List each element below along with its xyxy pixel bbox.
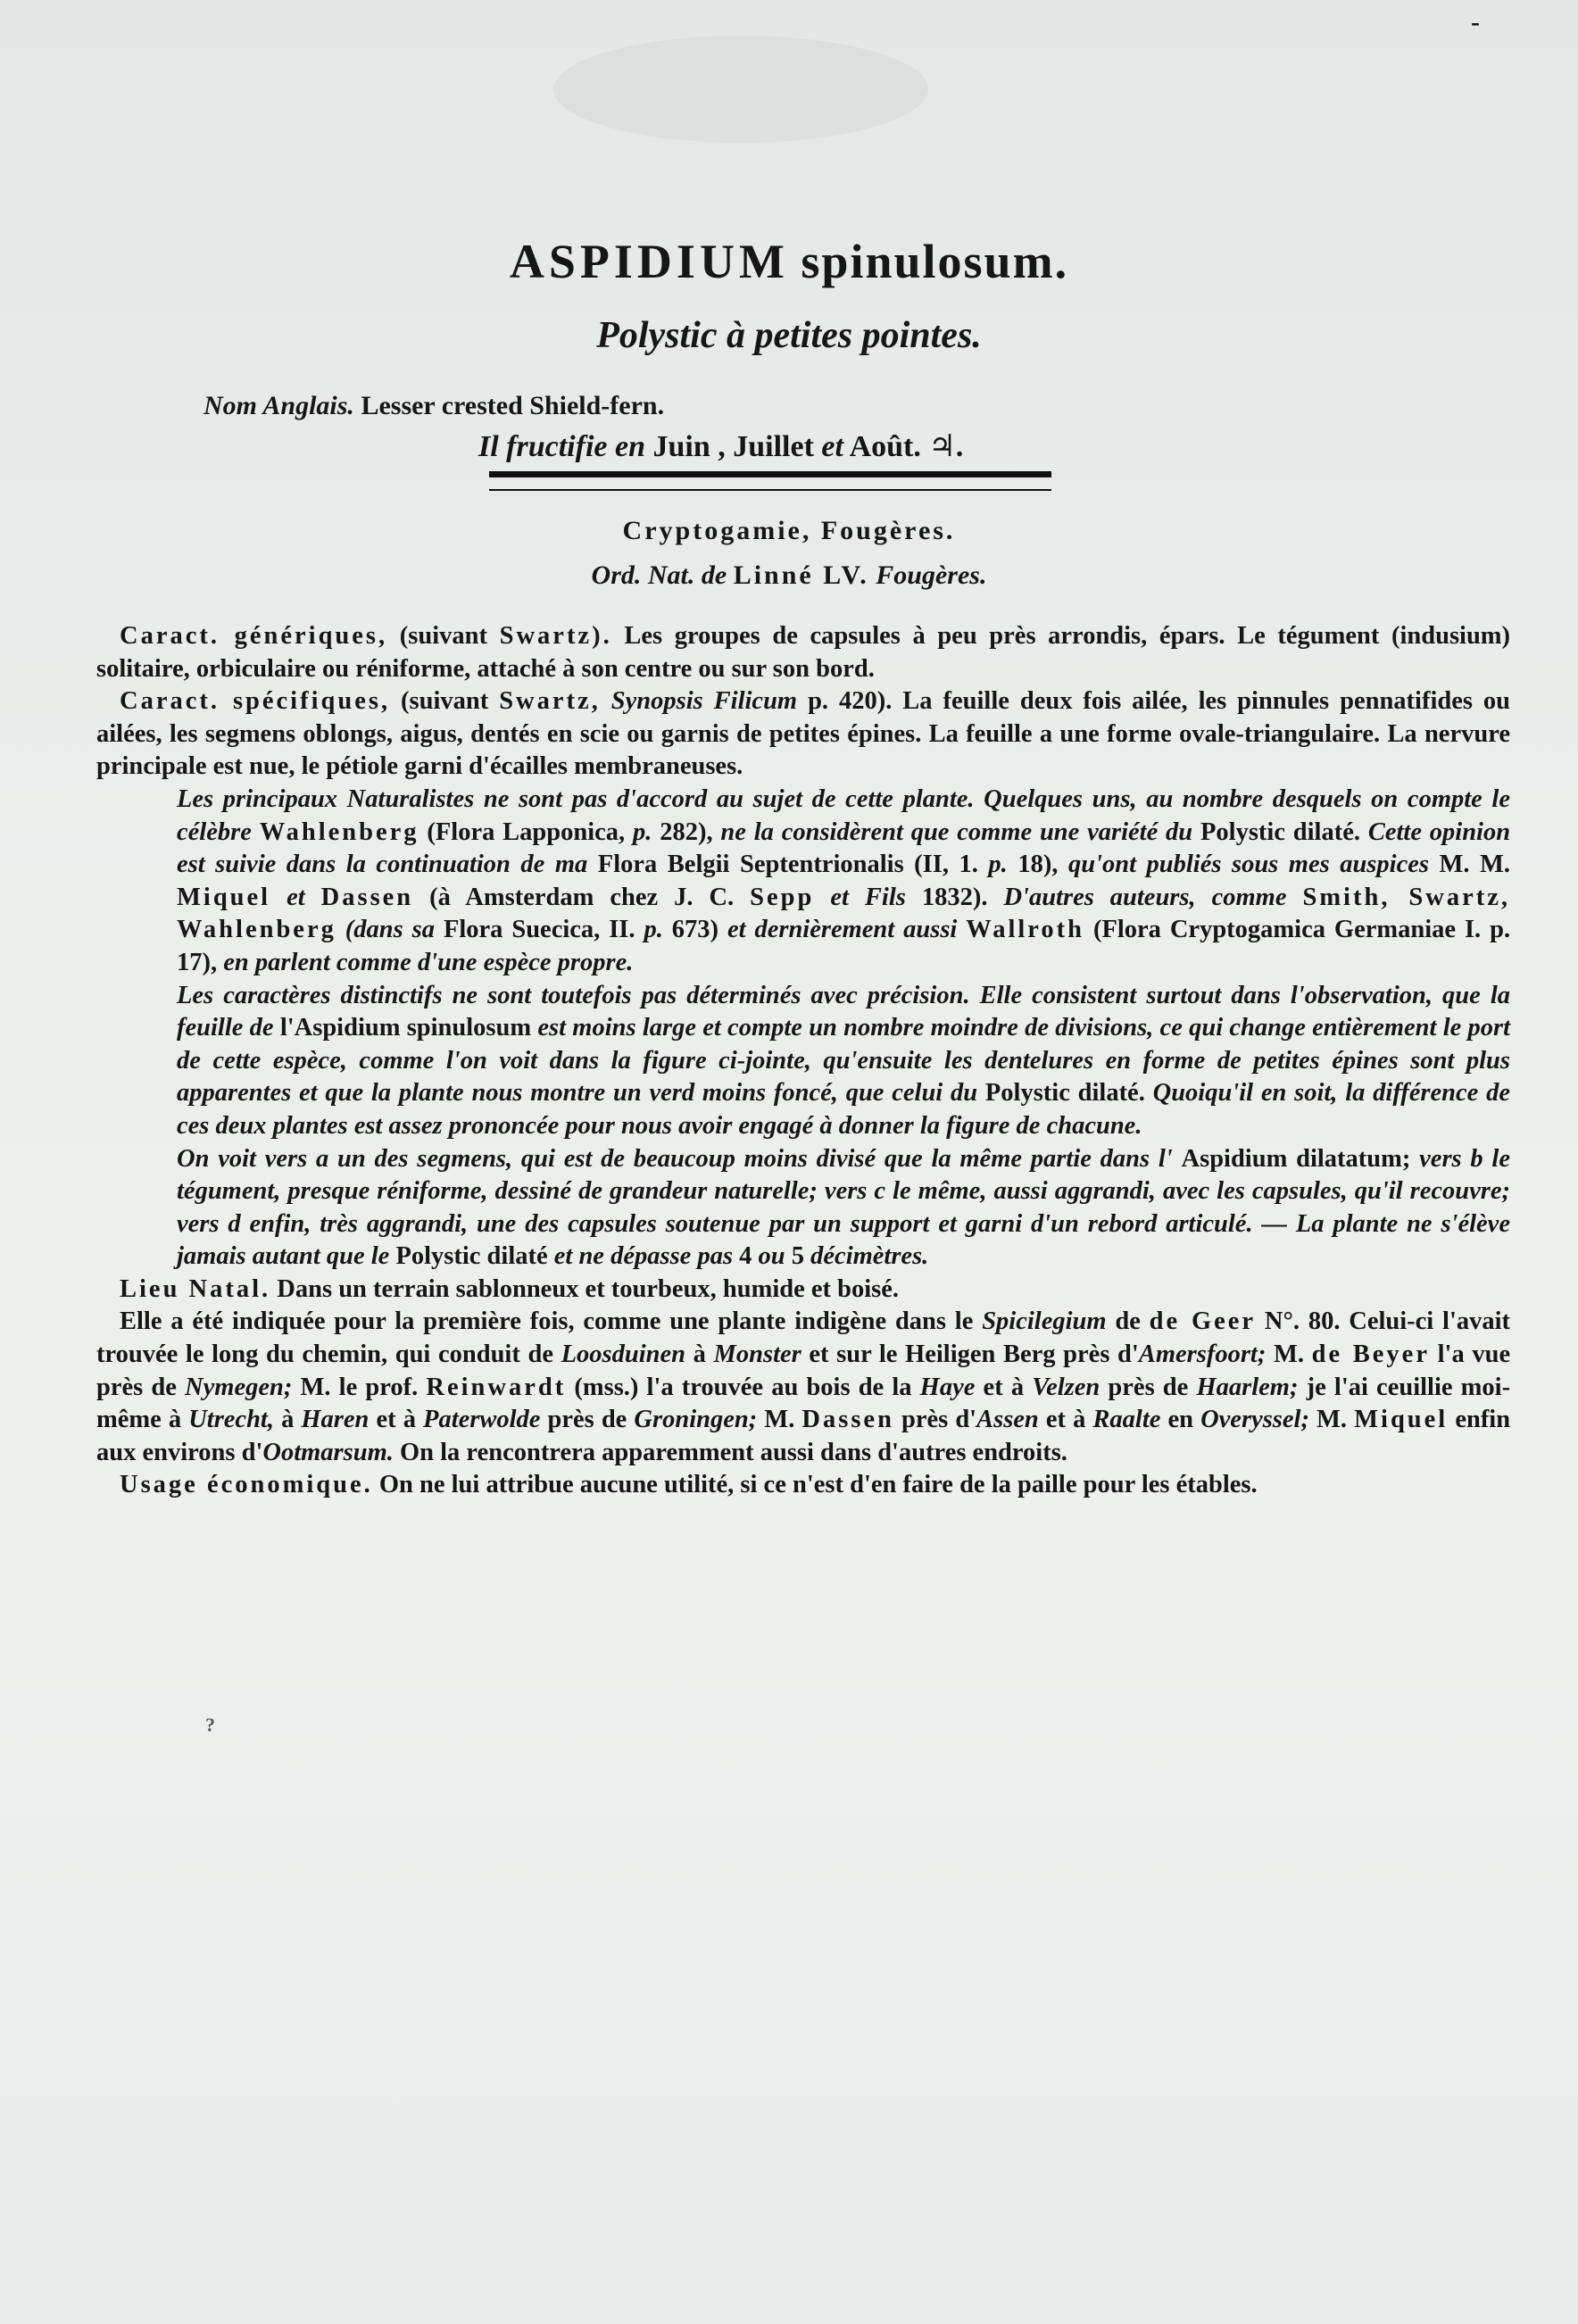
paper-stain (553, 36, 928, 143)
dist-e: et sur le Heiligen Berg près d' (809, 1340, 1139, 1369)
habitat-label: Lieu Natal. (120, 1274, 271, 1303)
naturalists-note-paragraph (96, 784, 1510, 980)
note1-miquel: Miquel (177, 883, 271, 911)
title-species: spinulosum. (801, 235, 1069, 288)
dist-t: M. (1316, 1406, 1348, 1434)
dist-haarlem: Haarlem; (1196, 1373, 1299, 1401)
dist-r: et à (1045, 1406, 1086, 1434)
dist-degeer: de Geer (1149, 1307, 1257, 1336)
note1-s: (dans sa (345, 916, 435, 944)
class-heading: Cryptogamie, Fougères. (622, 516, 956, 545)
header-rule-thick (489, 471, 1051, 477)
note2-e: Quoiqu'il en soit, la différence de ces deux plantes est assez prononcée pour nous avoir engagé à donner la figure de chacune. (177, 1079, 1511, 1140)
dist-paterwolde: Paterwolde (423, 1406, 541, 1434)
note2-a: Les caractères distinctifs ne sont toutefois pas déterminés avec précision. Elle consistent surtout dans l'observation, que la feuille de (177, 981, 1510, 1042)
specific-synopsis: Synopsis Filicum (610, 687, 798, 716)
note1-u: p. (644, 916, 663, 944)
document-body (96, 620, 1510, 1502)
specific-label: Caract. spécifiques, (120, 687, 391, 716)
dist-u: enfin aux environs d' (96, 1406, 1511, 1466)
english-name-label: Nom Anglais. (203, 391, 354, 420)
dist-monster: Monster (713, 1340, 801, 1369)
note3-g: ou (758, 1242, 785, 1271)
fructification-line (478, 428, 963, 464)
usage-text: On ne lui attribue aucune utilité, si ce n'est d'en faire de la paille pour les étables. (378, 1471, 1258, 1499)
note2-c: est moins large et compte un nombre moindre de divisions, ce qui change entièrement le port de cette espèce, comme l'on voit dans la figure ci-jointe, qu'ensuite les dentelures en forme de petites épines sont plus apparentes et que la plante nous montre un verd moins foncé, que celui du (177, 1014, 1511, 1108)
dist-q: près d' (901, 1406, 977, 1434)
dist-amersfoort: Amersfoort; (1138, 1340, 1267, 1369)
note3-b: Aspidium dilatatum; (1181, 1144, 1411, 1173)
note1-sepp: Sepp (750, 883, 815, 911)
note1-x: (Flora Cryptogamica Germaniae I. p. 17), (177, 916, 1511, 976)
dist-assen: Assen (976, 1406, 1039, 1434)
dist-i: (mss.) l'a trouvée au bois de la (574, 1373, 912, 1401)
dist-dassen: Dassen (801, 1406, 894, 1434)
note1-q: 1832). (921, 883, 988, 911)
note3-h: 5 (791, 1242, 805, 1271)
note1-n: (à Amsterdam chez (429, 883, 659, 911)
note1-a: Les principaux Naturalistes ne sont pas d'accord au sujet de cette plante. Quelques uns, au nombre desquels on compte le célèbre (177, 784, 1510, 846)
dist-loosduinen: Loosduinen (561, 1340, 685, 1369)
habitat-text: Dans un terrain sablonneux et tourbeux, humide et boisé. (277, 1274, 900, 1303)
usage-paragraph (96, 1469, 1510, 1502)
generic-label: Caract. génériques, (120, 622, 388, 650)
order-suffix: Fougères. (876, 560, 987, 590)
french-common-name: Polystic à petites pointes. (596, 315, 982, 356)
dist-reinwardt: Reinwardt (426, 1373, 567, 1401)
dist-h: M. le prof. (300, 1373, 419, 1401)
dist-l: je l'ai ceuillie moi-même à (96, 1373, 1511, 1434)
distribution-paragraph (96, 1306, 1510, 1469)
note1-h: Flora Belgii Septentrionalis (II, 1. (597, 851, 978, 879)
dist-d: à (693, 1340, 706, 1369)
order-prefix: Ord. Nat. de (591, 560, 727, 590)
top-dash-mark: - (1471, 7, 1480, 37)
dist-haye: Haye (919, 1373, 976, 1401)
usage-label: Usage économique. (120, 1471, 373, 1499)
order-heading (0, 560, 1578, 591)
dist-v: On la rencontrera apparemment aussi dans d'autres endroits. (400, 1438, 1067, 1466)
fructification-et: et (821, 430, 843, 463)
note3-c: vers b le tégument, presque réniforme, dessiné de grandeur naturelle; vers c le même, aussi aggrandi, avec les capsules, qu'il recouvre; vers d enfin, très aggrandi, une des capsules soutenue par un support et garni d'un rebord articulé. — La plante ne s'élève jamais autant que le (177, 1144, 1510, 1271)
note1-f: Polystic dilaté. (1200, 818, 1360, 846)
dist-k: près de (1108, 1373, 1189, 1401)
dist-f: M. (1273, 1340, 1304, 1369)
dist-m: à (281, 1406, 295, 1434)
fructification-label: Il fructifie en (478, 430, 645, 463)
margin-mark: ? (205, 1714, 215, 1736)
generic-swartz: Swartz). (499, 622, 612, 650)
dist-overyssel: Overyssel; (1200, 1406, 1309, 1434)
english-name-line (203, 391, 664, 421)
note1-m: et (287, 883, 305, 911)
note3-f: 4 (739, 1242, 752, 1271)
dist-o: près de (547, 1406, 627, 1434)
note1-t: Flora Suecica, II. (443, 916, 635, 944)
dist-nymegen: Nymegen; (185, 1373, 293, 1401)
distinctive-characters-paragraph (96, 980, 1510, 1143)
note1-y: en parlent comme d'une espèce propre. (223, 948, 634, 976)
generic-text-a: (suivant (399, 622, 487, 650)
dist-miquel: Miquel (1354, 1406, 1449, 1434)
dist-ootmarsum: Ootmarsum. (262, 1438, 394, 1466)
note2-b: l'Aspidium spinulosum (279, 1014, 532, 1042)
dist-debeyer: de Beyer (1311, 1340, 1430, 1369)
note1-d: 282), (660, 818, 713, 846)
page-title (0, 234, 1578, 289)
figure-explanation-paragraph (96, 1143, 1510, 1274)
note2-d: Polystic dilaté. (984, 1079, 1145, 1108)
note1-g: Cette opinion est suivie dans la continuation de ma (177, 818, 1511, 879)
fructification-months: Juin , Juillet (652, 430, 814, 463)
note1-j: 18), (1017, 851, 1059, 879)
note1-p: et Fils (830, 883, 906, 911)
order-linne: Linné LV. (733, 560, 869, 590)
note1-e: ne la considèrent que comme une variété du (720, 818, 1193, 846)
note1-w: et dernièrement aussi (727, 916, 958, 944)
header-rule-thin (489, 489, 1051, 491)
dist-spicilegium: Spicilegium (982, 1307, 1107, 1336)
dist-b: de (1115, 1307, 1141, 1336)
title-genus: ASPIDIUM (509, 235, 789, 288)
note3-a: On voit vers a un des segmens, qui est de beaucoup moins divisé que la même partie dans l' (177, 1144, 1173, 1173)
note1-wahlenberg: Wahlenberg (259, 818, 419, 846)
habitat-paragraph (96, 1274, 1510, 1307)
dist-haren: Haren (301, 1406, 370, 1434)
dist-groningen: Groningen; (634, 1406, 758, 1434)
note1-smith: Smith, Swartz, Wahlenberg (177, 883, 1511, 944)
note1-l: M. M. (1439, 851, 1511, 879)
note3-d: Polystic dilaté (395, 1242, 548, 1271)
note3-e: et ne dépasse pas (553, 1242, 734, 1271)
fructification-months-end: Août. ♃. (849, 430, 964, 463)
specific-text-b: p. 420). La feuille deux fois ailée, les pinnules pennatifides ou ailées, les segmens oblongs, aigus, dentés en scie ou garnis de petites épines. La feuille a une forme ovale-triangulaire. La nervure principale est nue, le pétiole garni d'écailles membraneuses. (96, 687, 1511, 781)
note1-r: D'autres auteurs, comme (1003, 883, 1287, 911)
dist-n: et à (376, 1406, 416, 1434)
note1-o: J. C. (674, 883, 735, 911)
dist-g: l'a vue près de (96, 1340, 1511, 1401)
english-name-value: Lesser crested Shield-fern. (361, 391, 665, 420)
note1-k: qu'ont publiés sous mes auspices (1067, 851, 1429, 879)
dist-c: N°. 80. Celui-ci l'avait trouvée le long du chemin, qui conduit de (96, 1307, 1511, 1369)
generic-characters-paragraph (96, 620, 1510, 685)
note1-b: (Flora Lapponica, (427, 818, 626, 846)
note1-c: p. (633, 818, 652, 846)
specific-characters-paragraph (96, 685, 1510, 784)
dist-j: et à (983, 1373, 1025, 1401)
dist-s: en (1167, 1406, 1193, 1434)
note1-i: p. (988, 851, 1008, 879)
note1-v: 673) (671, 916, 719, 944)
note1-dassen: Dassen (320, 883, 414, 911)
dist-p: M. (764, 1406, 795, 1434)
dist-a: Elle a été indiquée pour la première fois, comme une plante indigène dans le (120, 1307, 974, 1336)
generic-text-b: Les groupes de capsules à peu près arrondis, épars. Le tégument (indusium) solitaire, orbiculaire ou réniforme, attaché à son centre ou sur son bord. (96, 622, 1511, 683)
dist-raalte: Raalte (1092, 1406, 1161, 1434)
note3-i: décimètres. (810, 1242, 929, 1271)
specific-swartz: Swartz, (499, 687, 601, 716)
specific-text-a: (suivant (401, 687, 489, 716)
note1-wallroth: Wallroth (966, 916, 1085, 944)
dist-utrecht: Utrecht, (188, 1406, 274, 1434)
dist-velzen: Velzen (1032, 1373, 1100, 1401)
